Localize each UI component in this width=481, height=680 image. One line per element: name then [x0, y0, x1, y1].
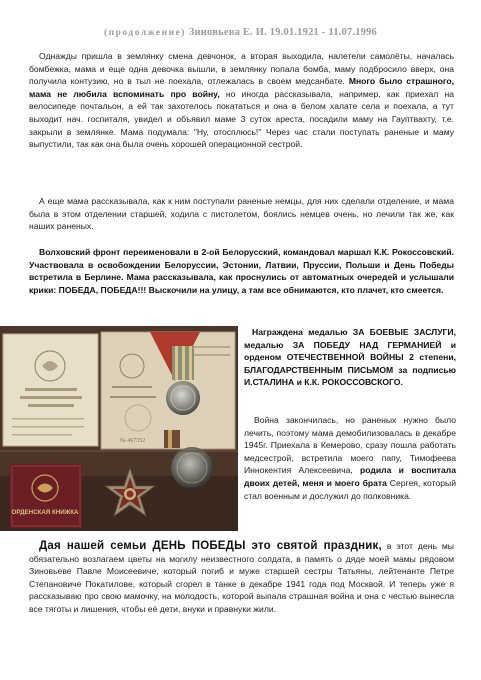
document-left [3, 334, 98, 446]
header-continuation: (продолжение) [104, 28, 186, 38]
order-booklet-title: ОРДЕНСКАЯ КНИЖКА [11, 509, 79, 516]
paragraph-after-war [244, 414, 456, 502]
p6-text: в этот день мы обязательно возлагаем цветы на могилу неизвестного солдата, в память о дяде моей мамы рядовом Зиновьеве Павле Моисеевиче, который погиб и муже старшей сестры Татьяны, лейтенанте Петре Степановиче Покатилове, который сгорел в танке в декабре 1941 года под Москвой. И теперь уже я рассказываю про свою мамочку, на молодость, которой выпала страшная война и она с честью вынесла все тяготы и лишения, чтобы её дети, внуки и правнуки жили. [29, 541, 454, 614]
paragraph-german-wounded: А еще мама рассказывала, как к ним поступали раненые немцы, для них сделали отделение, и мама была в этом отделении старшей, ходила с пистолетом, боялись немцев очень, но лечили так же, как наших раненых. [29, 196, 454, 232]
awards-photo-illustration [0, 326, 238, 531]
header-name-dates: Зиновьева Е. И. 19.01.1921 - 11.07.1996 [188, 27, 377, 38]
paragraph-victory-day [29, 540, 454, 616]
p1-text-bold: Много было страшного, мама не любила вспоминать про войну, [29, 76, 454, 99]
victory-day-heading: Дая нашей семьи ДЕНЬ ПОБЕДЫ это святой праздник, [39, 540, 382, 552]
p1-text-a: Однажды пришла в землянку смена девчонок, а вторая выходила, налетели самолёты, началась бомбежка, мама и еще одна девочка вышли, в землянку попала бомба, маму подбросило вверх, она получила контузию, но в тыл не поехала, отлежалась в своем медсанбате. [29, 51, 454, 87]
page-header [0, 27, 481, 38]
paragraph-bombing [29, 50, 454, 151]
p5-text-c: Сергея, который стал военным и дослужил до полковника. [244, 477, 457, 501]
p5-text-bold: родила и воспитала двоих детей, меня и моего брата [244, 465, 457, 488]
certificate-number: № 467352 [120, 438, 146, 444]
order-booklet [10, 464, 82, 528]
paragraph-front-victory: Волховский фронт переименовали в 2-ой Белорусский, командовал маршал К.К. Рокоссовский. Участвовала в освобождении Белоруссии, Эстонии, Латвии, Пруссии, Польши и День Победы встретила в Берлине. Мама рассказывала, как проснулись от автоматных очередей и услышали крики: ПОБЕДА, ПОБЕДА!!! Выскочили на улицу, а там все обнимаются, кто плачет, кто смеется. [29, 247, 454, 295]
awards-photo [0, 326, 238, 531]
p5-text-a: Война закончилась, но раненых нужно было лечить, поэтому мама демобилизовалась в декабре 1945г. Приехала в Кемерово, сразу пошла работать медсестрой, встретила моего папу, Тимофеева Иннокентия Алексеевича, [244, 415, 456, 476]
p1-text-c: но иногда рассказывала, например, как приехал на велосипеде почтальон, а ей так захотелось покататься и она в белом халате села и поехала, а тут выходит нач. госпиталя, увидел и объявил маме 3 суток ареста, посадили маму на Гауптвахту, т.е. закрыли в землянке. Мама подумала: "Ну, отосплюсь!" Через час стали поступать раненые и маму выпустили, так как она была очень хорошей операционной сестрой. [29, 88, 454, 150]
medal-ribbon-striped [172, 346, 194, 380]
paragraph-awards: Награждена медалью ЗА БОЕВЫЕ ЗАСЛУГИ, медалью ЗА ПОБЕДУ НАД ГЕРМАНИЕЙ и орденом ОТЕЧЕСТВЕННОЙ ВОЙНЫ 2 степени, БЛАГОДАРСТВЕННЫМ ПИСЬМОМ за подписью И.СТАЛИНА и К.К. РОКОССОВСКОГО. [244, 327, 456, 388]
